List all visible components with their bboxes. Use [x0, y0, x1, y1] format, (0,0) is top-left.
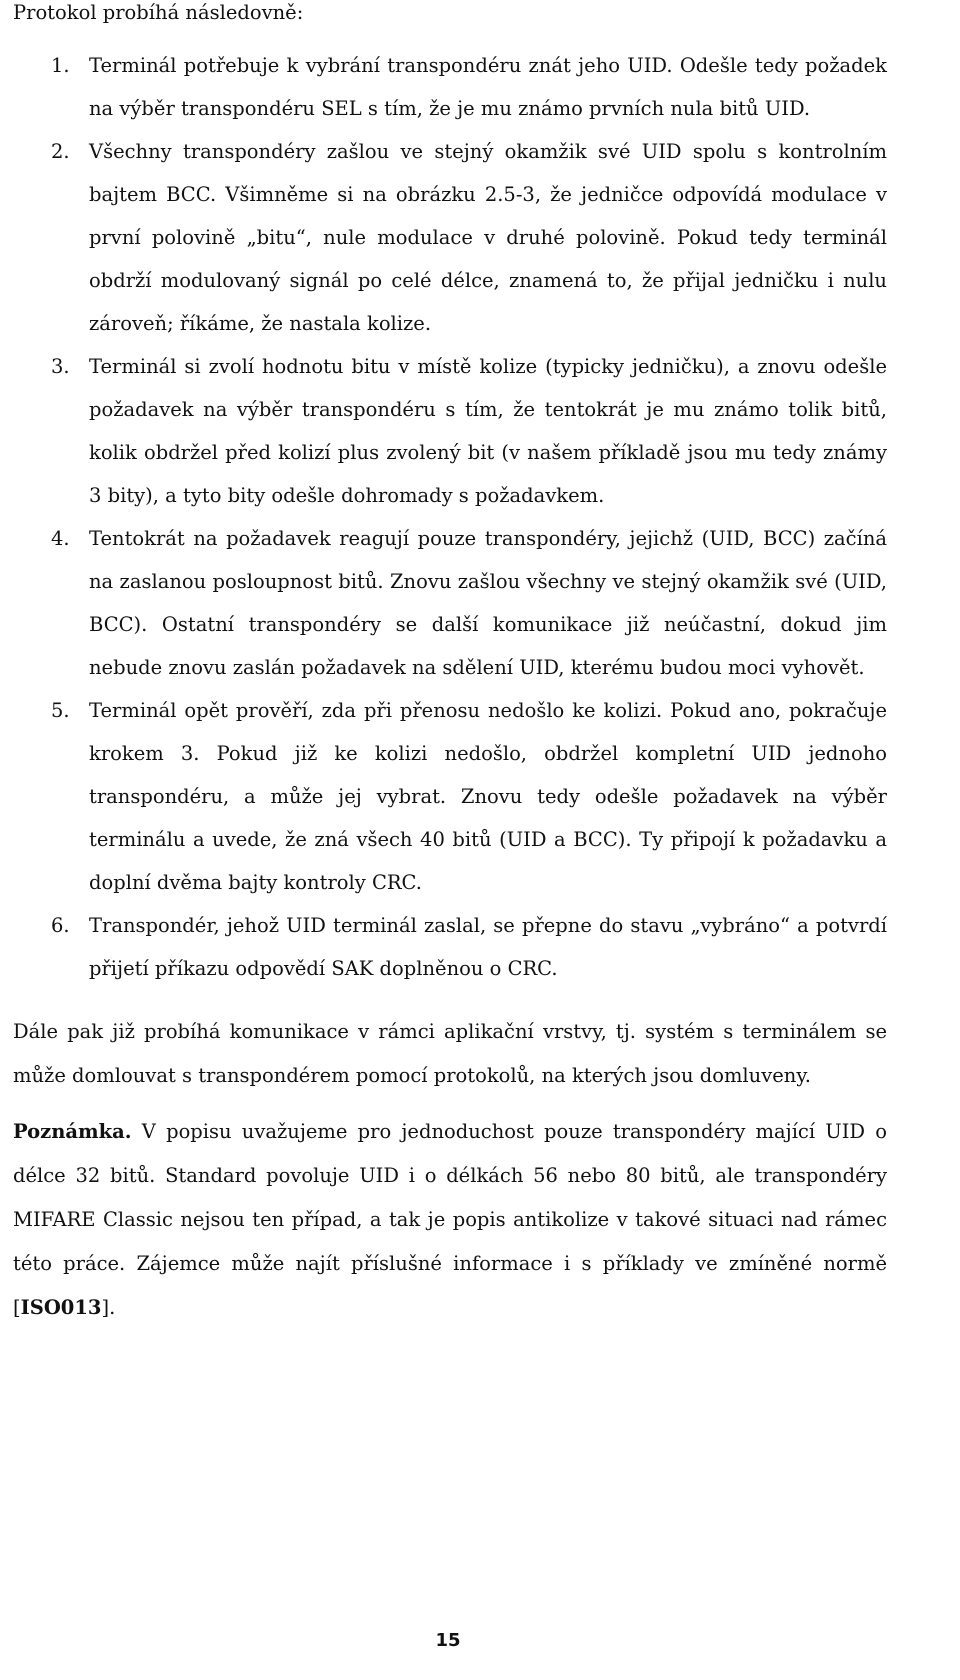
list-item	[13, 904, 887, 990]
step-number: 6.	[51, 914, 70, 937]
note-paragraph	[13, 1110, 887, 1330]
paragraph-application-layer: Dále pak již probíhá komunikace v rámci aplikační vrstvy, tj. systém s terminálem se může domlouvat s transpondérem pomocí protokolů, na kterých jsou domluveny.	[13, 1020, 887, 1087]
note-label: Poznámka.	[13, 1120, 132, 1143]
reference-open: [	[13, 1296, 21, 1319]
list-item	[13, 44, 887, 130]
step-number: 1.	[51, 54, 70, 77]
protocol-steps-list	[13, 44, 887, 990]
list-item	[13, 130, 887, 345]
step-number: 3.	[51, 355, 70, 378]
reference-close: ].	[101, 1296, 116, 1319]
reference-iso013: ISO013	[20, 1296, 102, 1319]
step-text: Transpondér, jehož UID terminál zaslal, se přepne do stavu „vybráno“ a potvrdí přijetí příkazu odpovědí SAK doplněnou o CRC.	[89, 914, 887, 980]
list-item	[13, 345, 887, 517]
step-text: Terminál potřebuje k vybrání transpondéru znát jeho UID. Odešle tedy požadek na výběr transpondéru SEL s tím, že je mu známo prvních nula bitů UID.	[89, 54, 887, 120]
list-item	[13, 517, 887, 689]
list-item	[13, 689, 887, 904]
page-number: 15	[435, 1630, 461, 1651]
step-number: 5.	[51, 699, 70, 722]
step-number: 2.	[51, 140, 70, 163]
step-number: 4.	[51, 527, 70, 550]
step-text: Všechny transpondéry zašlou ve stejný okamžik své UID spolu s kontrolním bajtem BCC. Všimněme si na obrázku 2.5-3, že jedničce odpovídá modulace v první polovině „bitu“, nule modulace v druhé polovině. Pokud tedy terminál obdrží modulovaný signál po celé délce, znamená to, že přijal jedničku i nulu zároveň; říkáme, že nastala kolize.	[89, 140, 887, 335]
intro-text: Protokol probíhá následovně:	[13, 1, 304, 24]
step-text: Terminál si zvolí hodnotu bitu v místě kolize (typicky jedničku), a znovu odešle požadavek na výběr transpondéru s tím, že tentokrát je mu známo tolik bitů, kolik obdržel před kolizí plus zvolený bit (v našem příkladě jsou mu tedy známy 3 bity), a tyto bity odešle dohromady s požadavkem.	[89, 355, 887, 507]
note-text: V popisu uvažujeme pro jednoduchost pouze transpondéry mající UID o délce 32 bitů. Standard povoluje UID i o délkách 56 nebo 80 bitů, ale transpondéry MIFARE Classic nejsou ten případ, a tak je popis antikolize v takové situaci nad rámec této práce. Zájemce může najít příslušné informace i s příklady ve zmíněné normě	[13, 1120, 887, 1275]
step-text: Tentokrát na požadavek reagují pouze transpondéry, jejichž (UID, BCC) začíná na zaslanou posloupnost bitů. Znovu zašlou všechny ve stejný okamžik své (UID, BCC). Ostatní transpondéry se další komunikace již neúčastní, dokud jim nebude znovu zaslán požadavek na sdělení UID, kterému budou moci vyhovět.	[89, 527, 887, 679]
step-text: Terminál opět prověří, zda při přenosu nedošlo ke kolizi. Pokud ano, pokračuje krokem 3. Pokud již ke kolizi nedošlo, obdržel kompletní UID jednoho transpondéru, a může jej vybrat. Znovu tedy odešle požadavek na výběr terminálu a uvede, že zná všech 40 bitů (UID a BCC). Ty připojí k požadavku a doplní dvěma bajty kontroly CRC.	[89, 699, 887, 894]
